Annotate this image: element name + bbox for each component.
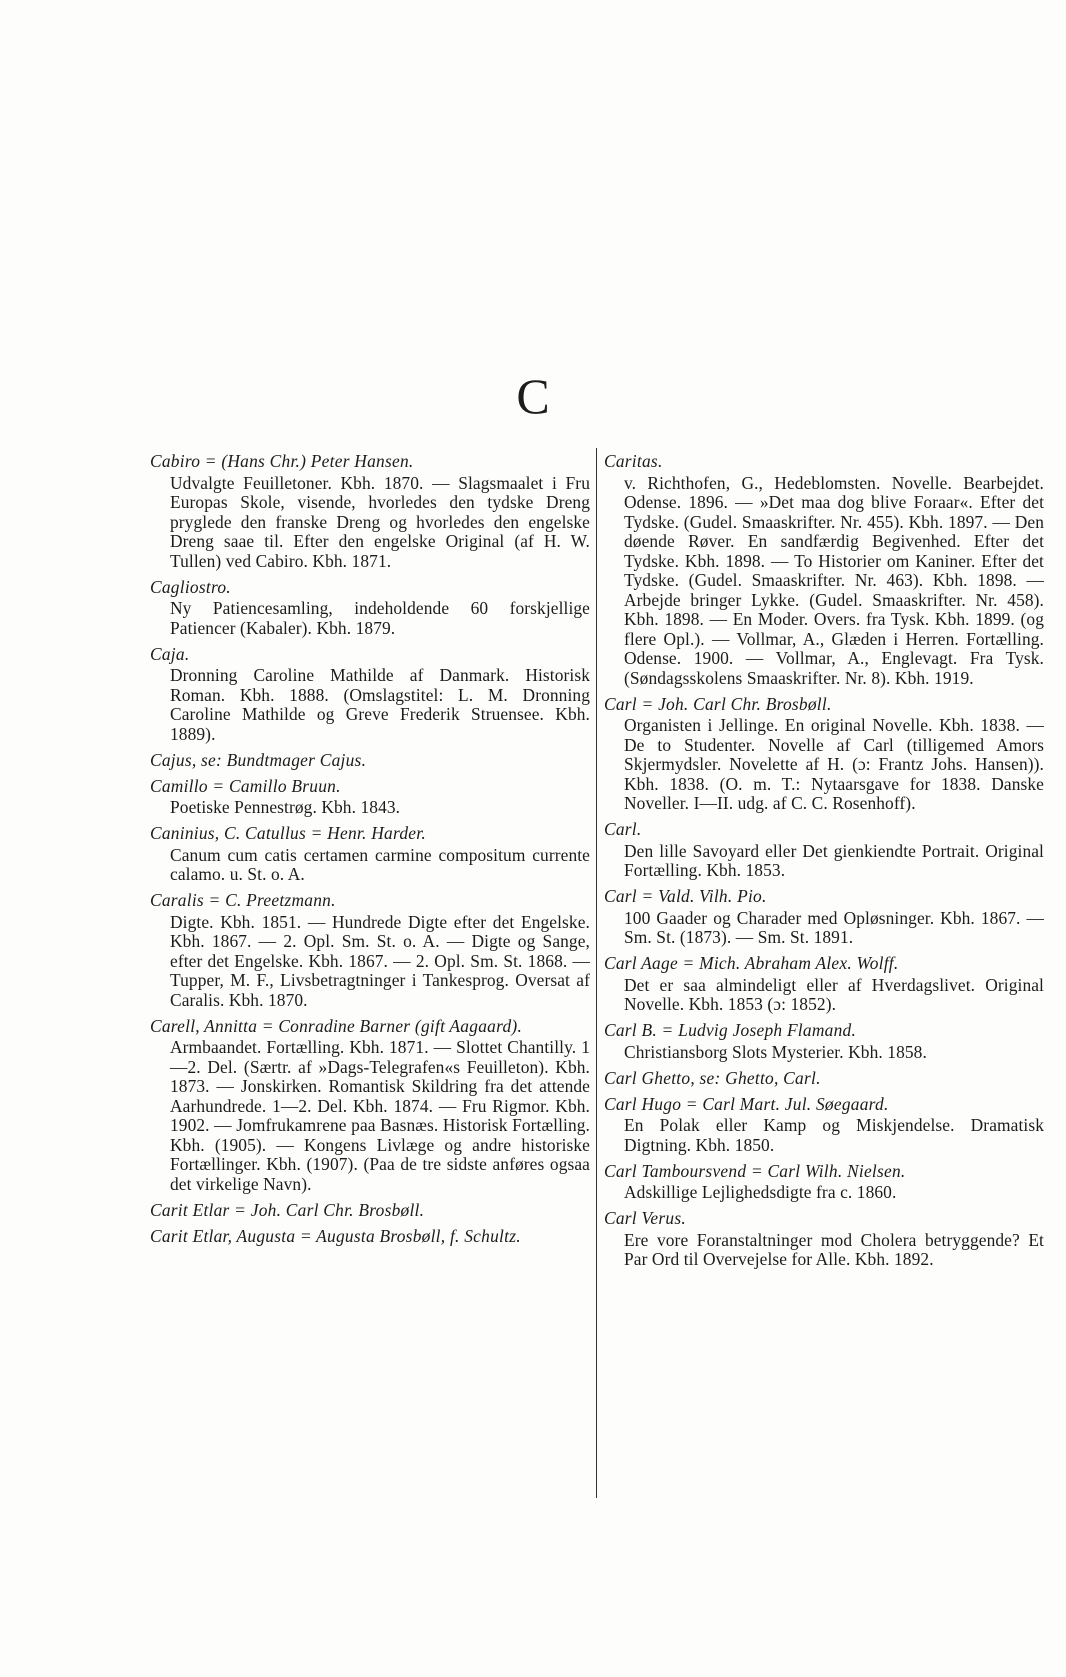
entry-text: Armbaandet. Fortælling. Kbh. 1871. — Slottet Chantilly. 1—2. Del. (Særtr. af »Dags-Telegrafen«s Feuilleton). Kbh. 1873. — Jonskirken. Romantisk Skildring fra det attende Aarhundrede. 1—2. Del. Kbh. 1874. — Fru Rigmor. Kbh. 1902. — Jomfrukamrene paa Basnæs. Historisk Fortælling. Kbh. (1905). — Kongens Livlæge og andre historiske Fortællinger. Kbh. (1907). (Paa de tre sidste anføres ogsaa det virkelige Navn). — [170, 1037, 590, 1194]
entry — [604, 695, 1044, 814]
entry — [150, 751, 590, 771]
entry-heading: Caja. — [150, 643, 190, 664]
entry-heading: Carl. — [604, 819, 642, 839]
entry-heading: Cabiro = (Hans Chr.) Peter Hansen. — [150, 451, 414, 471]
entry-text: Digte. Kbh. 1851. — Hundrede Digte efter det Engelske. Kbh. 1867. — 2. Opl. Sm. St. o. A. — Digte og Sange, efter det Engelske. Kbh. 1867. — 2. Opl. Sm. St. 1868. — Tupper, M. F., Livsbetragtninger i Tankesprog. Oversat af Caralis. Kbh. 1870. — [170, 911, 590, 1010]
entry-text: v. Richthofen, G., Hedeblomsten. Novelle. Bearbejdet. Odense. 1896. — »Det maa dog blive Foraar«. Efter det Tydske. (Gudel. Smaaskrifter. Nr. 455). Kbh. 1897. — Den døende Røver. En sandfærdig Begivenhed. Efter det Tydske. Kbh. 1898. — To Historier om Kaniner. Efter det Tydske. (Gudel. Smaaskrifter. Nr. 463). Kbh. 1898. — Arbejde bringer Lykke. (Gudel. Smaaskrifter. Nr. 458). Kbh. 1898. — En Moder. Overs. fra Tysk. Kbh. 1899. (og flere Opl.). — Vollmar, A., Glæden i Herren. Fortælling. Odense. 1900. — Vollmar, A., Englevagt. Fra Tysk. (Søndagsskolens Smaaskrifter. Nr. 8). Kbh. 1919. — [624, 472, 1044, 688]
entry-text: 100 Gaader og Charader med Opløsninger. Kbh. 1867. — Sm. St. (1873). — Sm. St. 1891. — [624, 907, 1044, 947]
entry-text: Organisten i Jellinge. En original Novelle. Kbh. 1838. — De to Studenter. Novelle af Carl (tilligemed Amors Skjermydsler. Novelette af H. (ɔ: Frantz Johs. Hansen)). Kbh. 1838. (O. m. T.: Nytaarsgave for 1838. Danske Noveller. I—II. udg. af C. C. Rosenhoff). — [624, 715, 1044, 813]
entry-text: Den lille Savoyard eller Det gienkiendte Portrait. Original Fortælling. Kbh. 1853. — [624, 840, 1044, 880]
entry-heading: Carl Tamboursvend = Carl Wilh. Nielsen. — [604, 1160, 906, 1181]
entry-text: Christiansborg Slots Mysterier. Kbh. 1858. — [624, 1041, 927, 1062]
entry-heading: Carl Verus. — [604, 1208, 686, 1228]
entry-heading: Cajus, se: Bundtmager Cajus. — [150, 749, 367, 770]
entry-text: Adskillige Lejlighedsdigte fra c. 1860. — [624, 1182, 897, 1202]
entry — [150, 578, 590, 639]
entry — [604, 820, 1044, 881]
entry — [150, 645, 590, 745]
entry-text: Ny Patiencesamling, indeholdende 60 forskjellige Patiencer (Kabaler). Kbh. 1879. — [170, 598, 590, 638]
entry — [150, 1017, 590, 1195]
entry — [604, 1021, 1044, 1062]
entry-text: Dronning Caroline Mathilde af Danmark. Historisk Roman. Kbh. 1888. (Omslagstitel: L. M. Dronning Caroline Mathilde og Greve Frederik Struensee. Kbh. 1889). — [170, 665, 590, 744]
entry-heading: Carit Etlar = Joh. Carl Chr. Brosbøll. — [150, 1199, 425, 1220]
entry — [604, 954, 1044, 1015]
entry-heading: Carl = Joh. Carl Chr. Brosbøll. — [604, 693, 832, 714]
entry — [604, 1209, 1044, 1270]
entry-heading: Carl Ghetto, se: Ghetto, Carl. — [604, 1067, 821, 1088]
entry-heading: Cagliostro. — [150, 576, 231, 597]
entry — [150, 824, 590, 885]
entry — [150, 891, 590, 1010]
entry-heading: Carit Etlar, Augusta = Augusta Brosbøll, f. Schultz. — [150, 1225, 521, 1246]
entry — [604, 1162, 1044, 1203]
entry — [604, 887, 1044, 948]
column-divider — [596, 448, 597, 1498]
left-column — [150, 452, 590, 1253]
entry-text: Udvalgte Feuilletoner. Kbh. 1870. — Slagsmaalet i Fru Europas Skole, visende, hvorledes den tydske Dreng pryglede den franske Dreng og hvorledes den engelske Dreng saae til. Efter den engelske Original (af H. W. Tullen) ved Cabiro. Kbh. 1871. — [170, 472, 590, 571]
entry-heading: Caralis = C. Preetzmann. — [150, 890, 336, 910]
entry-text: Poetiske Pennestrøg. Kbh. 1843. — [170, 797, 401, 817]
entry — [150, 777, 590, 818]
entry — [150, 1201, 590, 1221]
entry-heading: Carl Aage = Mich. Abraham Alex. Wolff. — [604, 953, 899, 973]
entry-heading: Carell, Annitta = Conradine Barner (gift Aagaard). — [150, 1015, 523, 1036]
entry-heading: Carl Hugo = Carl Mart. Jul. Søegaard. — [604, 1093, 889, 1114]
entry-text: Canum cum catis certamen carmine compositum currente calamo. u. St. o. A. — [170, 844, 590, 884]
entry — [150, 1227, 590, 1247]
entry-text: Ere vore Foranstaltninger mod Cholera betryggende? Et Par Ord til Overvejelse for Alle. Kbh. 1892. — [624, 1229, 1044, 1269]
entry — [150, 452, 590, 571]
entry-text: En Polak eller Kamp og Miskjendelse. Dramatisk Digtning. Kbh. 1850. — [624, 1115, 1044, 1155]
entry-heading: Caninius, C. Catullus = Henr. Harder. — [150, 823, 426, 843]
entry-text: Det er saa almindeligt eller af Hverdagslivet. Original Novelle. Kbh. 1853 (ɔ: 1852). — [624, 974, 1044, 1014]
entry-heading: Carl B. = Ludvig Joseph Flamand. — [604, 1020, 857, 1040]
entry-heading: Camillo = Camillo Bruun. — [150, 775, 341, 796]
right-column — [604, 452, 1044, 1276]
entry — [604, 452, 1044, 688]
entry — [604, 1095, 1044, 1156]
entry-heading: Carl = Vald. Vilh. Pio. — [604, 886, 767, 906]
section-letter: C — [516, 368, 550, 424]
entry-heading: Caritas. — [604, 451, 663, 471]
entry — [604, 1069, 1044, 1089]
